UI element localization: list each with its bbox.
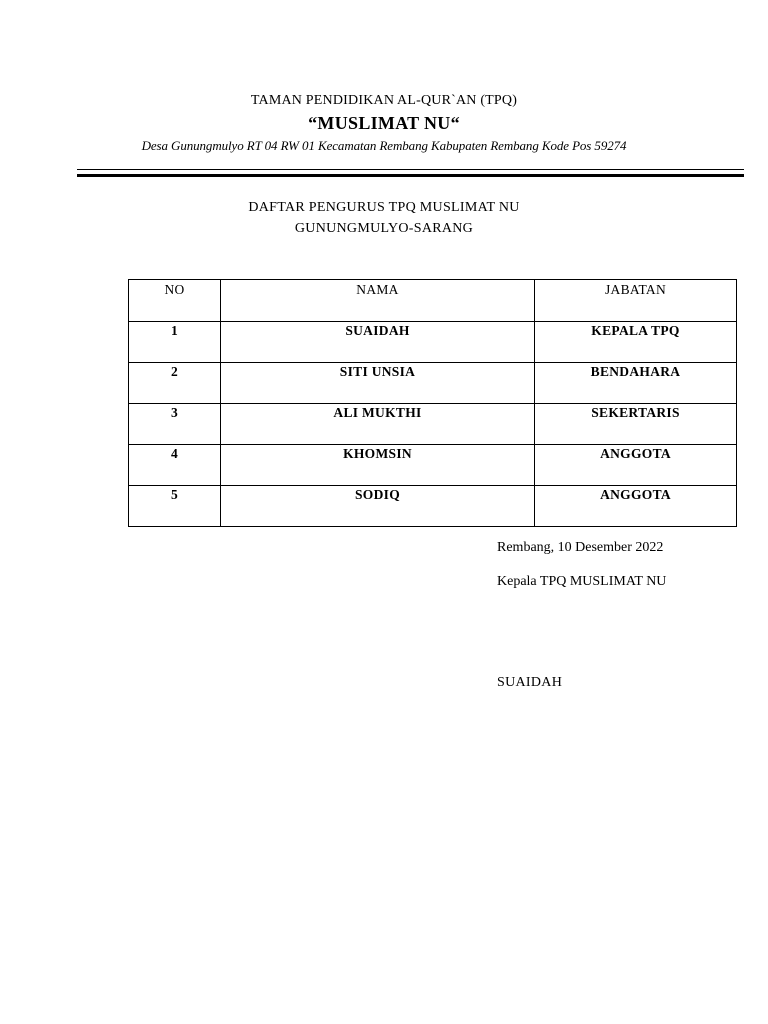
cell-jabatan: KEPALA TPQ [535,322,737,363]
cell-no: 1 [129,322,221,363]
document-title-line2: GUNUNGMULYO-SARANG [294,221,474,236]
header-jabatan: JABATAN [535,280,737,322]
organization-address: Desa Gunungmulyo RT 04 RW 01 Kecamatan Rembang Kabupaten Rembang Kode Pos 59274 [141,138,627,153]
header-nama: NAMA [221,280,535,322]
cell-no: 3 [129,404,221,445]
table-row [129,363,737,404]
table-row [129,486,737,527]
table-row [129,404,737,445]
document-title [0,197,768,239]
cell-jabatan: ANGGOTA [535,486,737,527]
table-header-row [129,280,737,322]
signature-role: Kepala TPQ MUSLIMAT NU [497,574,667,589]
cell-nama: SITI UNSIA [221,363,535,404]
table-row [129,322,737,363]
cell-nama: ALI MUKTHI [221,404,535,445]
organization-name: “MUSLIMAT NU“ [308,113,460,133]
header-no: NO [129,280,221,322]
signature-place-date: Rembang, 10 Desember 2022 [497,540,664,555]
cell-nama: SODIQ [221,486,535,527]
cell-nama: KHOMSIN [221,445,535,486]
table-row [129,445,737,486]
cell-jabatan: BENDAHARA [535,363,737,404]
cell-no: 5 [129,486,221,527]
staff-table [128,279,737,527]
cell-no: 2 [129,363,221,404]
cell-jabatan: ANGGOTA [535,445,737,486]
signature-name: SUAIDAH [497,675,563,690]
cell-nama: SUAIDAH [221,322,535,363]
cell-no: 4 [129,445,221,486]
letterhead-divider-thick [77,174,744,177]
cell-jabatan: SEKERTARIS [535,404,737,445]
document-title-line1: DAFTAR PENGURUS TPQ MUSLIMAT NU [248,200,520,215]
institution-name: TAMAN PENDIDIKAN AL-QUR`AN (TPQ) [250,93,518,108]
letterhead-divider-thin [77,169,744,170]
